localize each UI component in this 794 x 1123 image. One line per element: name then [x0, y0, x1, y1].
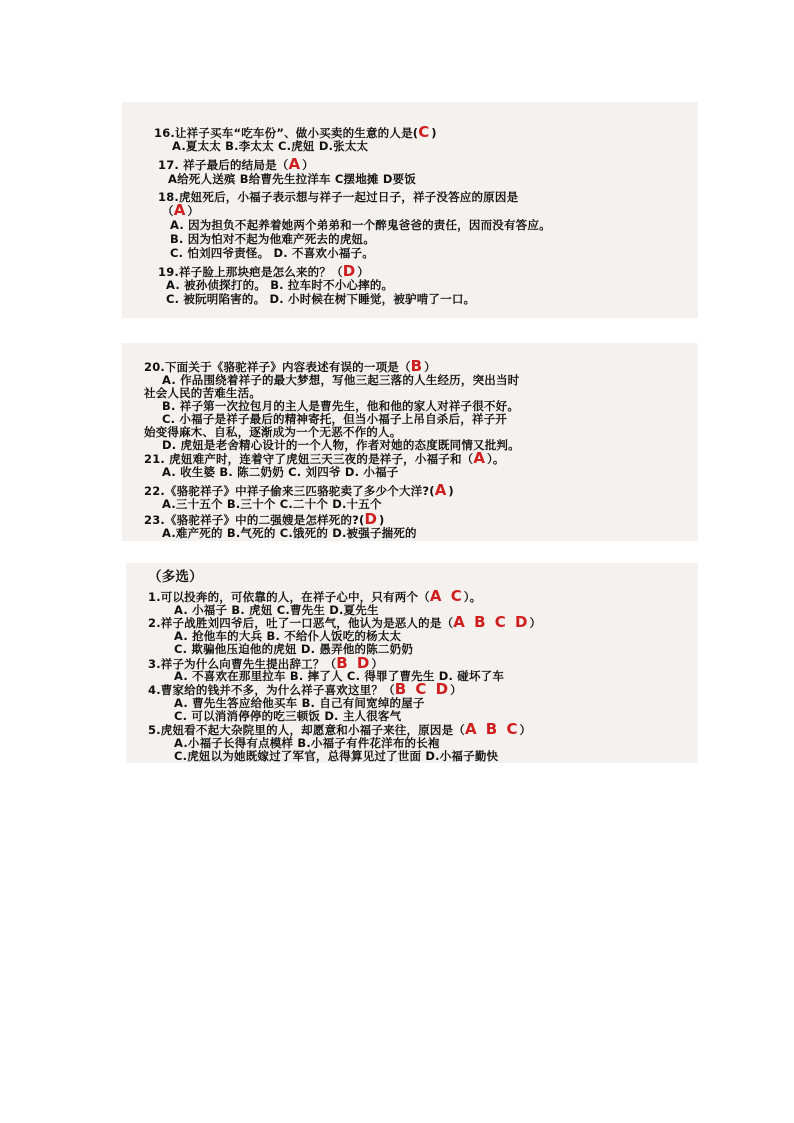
mc-question-2: 2.祥子战胜刘四爷后，吐了一口恶气，他认为是恶人的是（A B C D） [148, 613, 542, 631]
answer-mark: A [434, 481, 449, 499]
mc-options-2-cd: C. 欺骗他压迫他的虎妞 D. 愚弄他的陈二奶奶 [174, 642, 414, 656]
mc-options-2-ab: A. 抢他车的大兵 B. 不给仆人饭吃的杨太太 [174, 629, 402, 643]
question-23: 23.《骆驼祥子》中的二强嫂是怎样死的?(D) [144, 510, 385, 528]
mc-options-4-ab: A. 曹先生答应给他买车 B. 自己有间宽绰的屋子 [174, 696, 425, 710]
mc-options-1: A. 小福子 B. 虎妞 C.曹先生 D.夏先生 [174, 603, 379, 617]
mc-question-3: 3.祥子为什么向曹先生提出辞工？（B D） [148, 654, 384, 672]
option-20-a-cont: 社会人民的苦难生活。 [144, 386, 261, 400]
option-20-c: C. 小福子是祥子最后的精神寄托，但当小福子上吊自杀后，祥子开 [162, 412, 508, 426]
question-panel-16-19 [122, 102, 698, 318]
question-16: 16.让祥子买车“吃车份”、做小买卖的生意的人是(C) [154, 123, 437, 141]
option-20-b: B. 祥子第一次拉包月的主人是曹先生，他和他的家人对祥子很不好。 [162, 399, 520, 413]
option-18-a: A. 因为担负不起养着她两个弟弟和一个醉鬼爸爸的责任，因而没有答应。 [170, 218, 551, 232]
answer-mark: C [418, 123, 432, 141]
answer-mark: B C D [394, 680, 451, 698]
answer-mark: D [364, 510, 379, 528]
answer-mark: A [173, 201, 188, 219]
options-18-cd: C. 怕刘四爷责怪。 D. 不喜欢小福子。 [170, 246, 374, 260]
answer-mark: A [473, 449, 487, 467]
mc-options-5-cd: C.虎妞以为她既嫁过了军官，总得算见过了世面 D.小福子勤快 [174, 749, 499, 763]
question-18-answer: （A） [162, 201, 200, 219]
question-20: 20.下面关于《骆驼祥子》内容表述有误的一项是（B） [144, 357, 436, 375]
answer-mark: A B C [464, 720, 520, 738]
options-19-ab: A. 被孙侦探打的。 B. 拉车时不小心摔的。 [166, 278, 394, 292]
answer-mark: A C [429, 587, 464, 605]
question-17: 17. 祥子最后的结局是（A） [158, 155, 314, 173]
mc-options-5-ab: A.小福子长得有点模样 B.小福子有件花洋布的长袍 [174, 736, 440, 750]
option-20-c-cont: 始变得麻木、自私，逐渐成为一个无恶不作的人。 [144, 425, 402, 439]
options-22: A.三十五个 B.三十个 C.二十个 D.十五个 [162, 497, 382, 511]
options-17: A给死人送殡 B给曹先生拉洋车 C摆地摊 D要饭 [168, 172, 416, 186]
answer-mark: D [342, 262, 358, 280]
question-19: 19.祥子脸上那块疤是怎么来的？（D） [158, 262, 369, 280]
mc-options-3: A. 不喜欢在那里拉车 B. 摔了人 C. 得罪了曹先生 D. 碰坏了车 [174, 669, 505, 683]
question-21: 21. 虎妞难产时，连着守了虎妞三天三夜的是祥子，小福子和（A）。 [144, 449, 505, 467]
options-21: A. 收生婆 B. 陈二奶奶 C. 刘四爷 D. 小福子 [162, 465, 399, 479]
options-19-cd: C. 被阮明陷害的。 D. 小时候在树下睡觉，被驴啃了一口。 [166, 292, 476, 306]
section-title: （多选） [148, 569, 203, 585]
multiple-choice-panel [126, 563, 698, 763]
option-20-a: A. 作品围绕着祥子的最大梦想，写他三起三落的人生经历，突出当时 [162, 373, 520, 387]
answer-mark: B [410, 357, 425, 375]
options-16: A.夏太太 B.李太太 C.虎妞 D.张太太 [172, 139, 369, 153]
option-18-b: B. 因为怕对不起为他难产死去的虎妞。 [170, 232, 375, 246]
question-panel-20-23 [122, 343, 698, 541]
answer-mark: B D [336, 654, 372, 672]
option-20-d: D. 虎妞是老舍精心设计的一个人物，作者对她的态度既同情又批判。 [162, 438, 520, 452]
answer-mark: A B C D [453, 613, 530, 631]
question-18: 18.虎妞死后，小福子表示想与祥子一起过日子，祥子没答应的原因是 [158, 190, 519, 204]
mc-question-4: 4.曹家给的钱并不多，为什么祥子喜欢这里？（B C D） [148, 680, 462, 698]
mc-question-5: 5.虎妞看不起大杂院里的人，却愿意和小福子来往，原因是（A B C） [148, 720, 532, 738]
options-23: A.难产死的 B.气死的 C.饿死的 D.被强子揣死的 [162, 526, 417, 540]
answer-mark: A [288, 155, 303, 173]
mc-options-4-cd: C. 可以消消停停的吃三顿饭 D. 主人很客气 [174, 709, 402, 723]
question-22: 22.《骆驼祥子》中祥子偷来三匹骆驼卖了多少个大洋?(A) [144, 481, 454, 499]
mc-question-1: 1.可以投奔的，可依靠的人，在祥子心中，只有两个（A C）。 [148, 587, 482, 605]
